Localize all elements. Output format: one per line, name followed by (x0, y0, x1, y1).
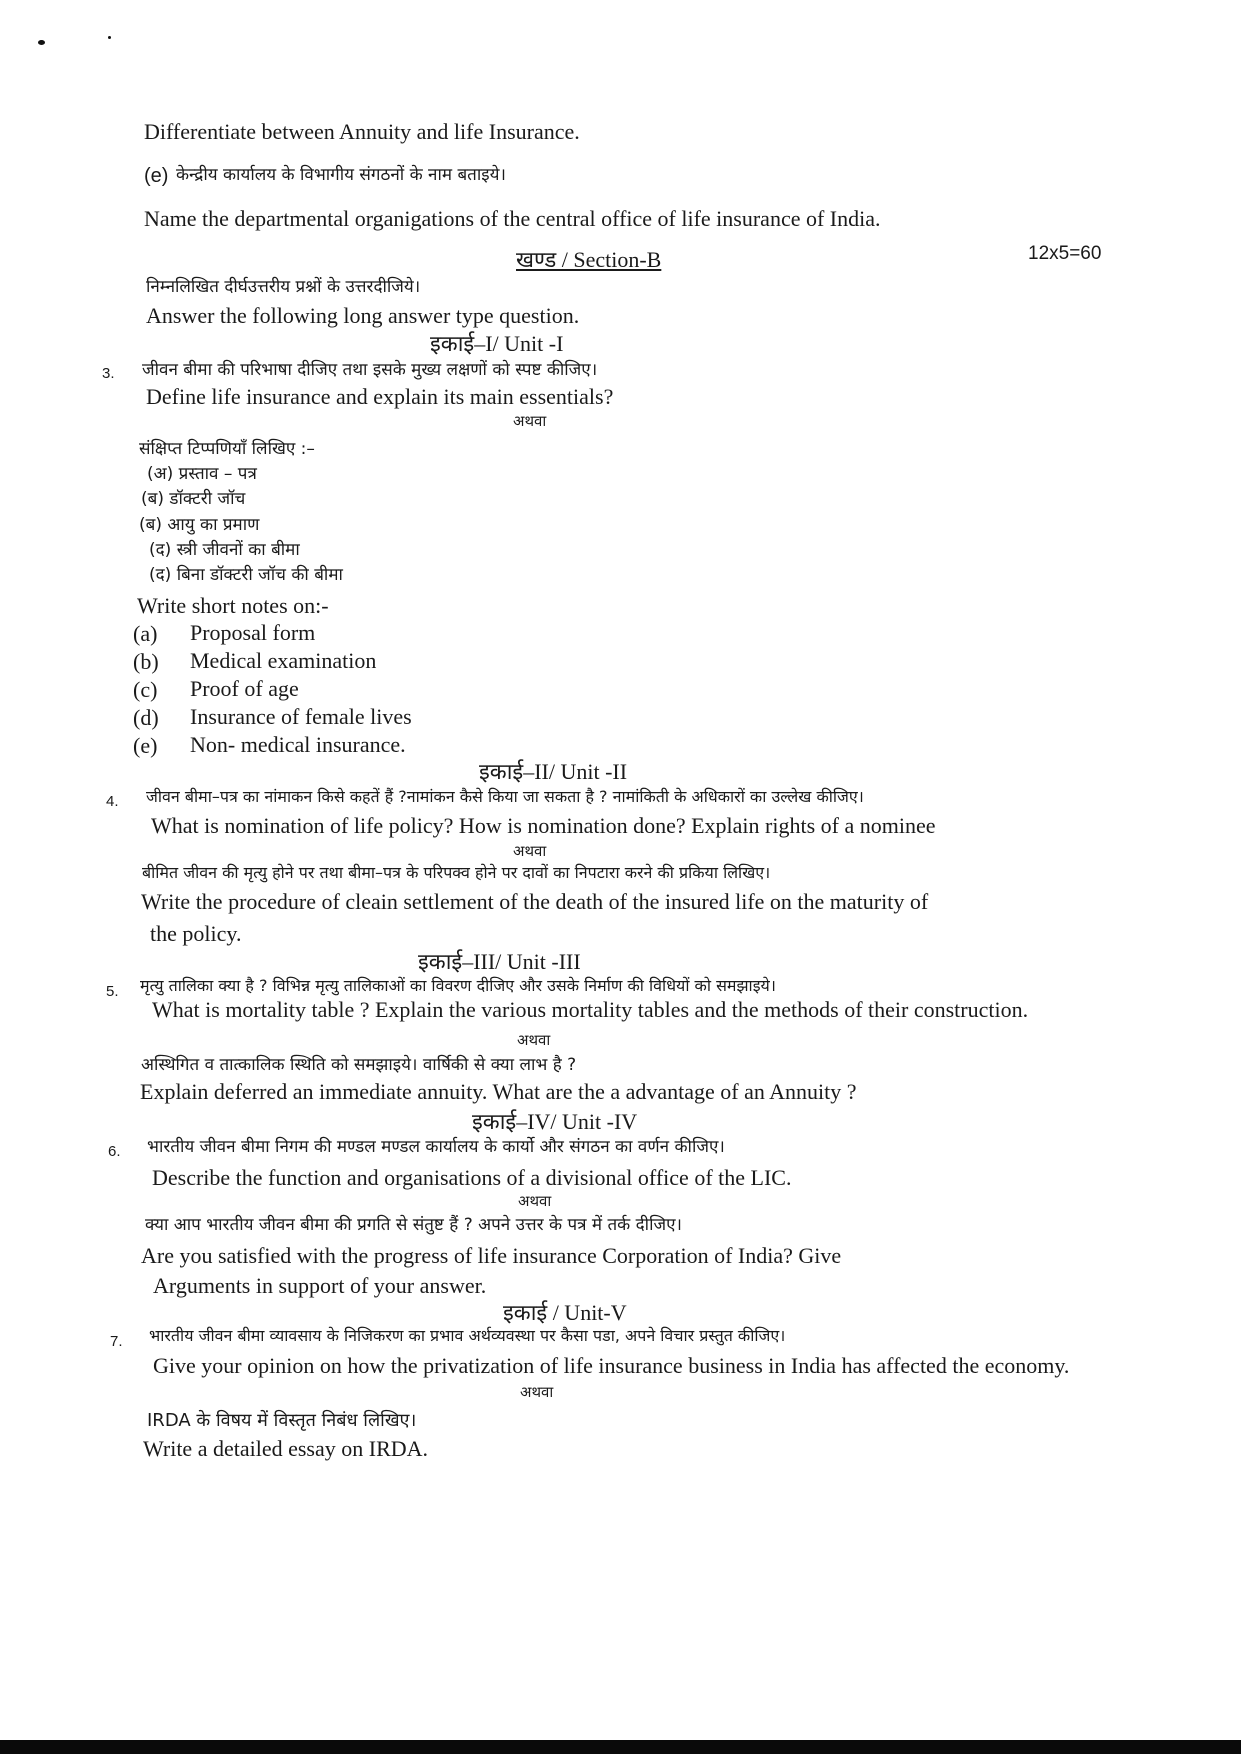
q6-alt-english-line1: Are you satisfied with the progress of life insurance Corporation of India? Give (141, 1243, 842, 1268)
q3-alt-english-item: Non- medical insurance. (190, 732, 406, 757)
q3-hindi: जीवन बीमा की परिभाषा दीजिए तथा इसके मुख्य लक्षणों को स्पष्ट कीजिए। (142, 360, 598, 380)
or-label: अथवा (517, 1031, 551, 1049)
q3-alt-english-label: (d) (133, 705, 159, 730)
q2e-hindi: केन्द्रीय कार्यालय के विभागीय संगठनों के नाम बताइये। (176, 165, 506, 185)
or-label: अथवा (520, 1383, 554, 1401)
section-b-instruction-hindi: निम्नलिखित दीर्घउत्तरीय प्रश्नों के उत्तरदीजिये। (146, 277, 421, 297)
or-label: अथवा (513, 842, 547, 860)
or-label: अथवा (513, 412, 547, 430)
q6-hindi: भारतीय जीवन बीमा निगम की मण्डल मण्डल कार्यालय के कार्यो और संगठन का वर्णन कीजिए। (147, 1137, 725, 1157)
q3-alt-hindi-item: (द) स्त्री जीवनों का बीमा (149, 540, 300, 560)
q3-alt-hindi-item: (द) बिना डॉक्टरी जॉच की बीमा (149, 565, 343, 585)
q3-alt-english-item: Insurance of female lives (190, 704, 412, 729)
q3-alt-english-item: Proposal form (190, 620, 316, 645)
q3-alt-english-item: Medical examination (190, 648, 377, 673)
q3-alt-hindi-item: (ब) डॉक्टरी जॉच (141, 489, 246, 509)
q6-number: 6. (108, 1143, 121, 1160)
q3-number: 3. (102, 365, 115, 382)
unit1-heading: इकाई–I/ Unit -I (430, 331, 564, 356)
q7-hindi: भारतीय जीवन बीमा व्यावसाय के निजिकरण का प्रभाव अर्थव्यवस्था पर कैसा पडा, अपने विचार प्रस्तुत कीजिए। (149, 1326, 786, 1345)
q2e-english: Name the departmental organigations of the central office of life insurance of India. (144, 206, 881, 231)
q3-alt-english-label: (a) (133, 621, 158, 646)
unit5-heading: इकाई / Unit-V (503, 1300, 627, 1325)
q7-alt-english: Write a detailed essay on IRDA. (143, 1436, 429, 1461)
q3-alt-english-title: Write short notes on:- (137, 593, 329, 618)
section-b-marks: 12x5=60 (1028, 243, 1102, 264)
q6-alt-english-line2: Arguments in support of your answer. (153, 1273, 487, 1298)
q7-number: 7. (110, 1333, 123, 1350)
scan-speck (108, 36, 111, 39)
q3-alt-hindi-title: संक्षिप्त टिप्पणियॉं लिखिए :– (139, 439, 315, 459)
q4-alt-hindi: बीमित जीवन की मृत्यु होने पर तथा बीमा–पत्र के परिपक्व होने पर दावों का निपटारा करने की प्रकिया लिखिए। (142, 863, 771, 882)
unit3-heading: इकाई–III/ Unit -III (418, 949, 581, 974)
q3-alt-english-label: (c) (133, 677, 158, 702)
q5-hindi: मृत्यु तालिका क्या है ? विभिन्न मृत्यु तालिकाओं का विवरण दीजिए और उसके निर्माण की विधियों को समझाइये। (140, 976, 776, 995)
q7-english: Give your opinion on how the privatization of life insurance business in India has affected the economy. (153, 1353, 1070, 1378)
q3-alt-hindi-item: (अ) प्रस्ताव – पत्र (147, 464, 257, 484)
q5-alt-hindi: अस्थिगित व तात्कालिक स्थिति को समझाइये। वार्षिकी से क्या लाभ है ? (141, 1055, 577, 1075)
q5-number: 5. (106, 983, 119, 1000)
unit2-heading: इकाई–II/ Unit -II (479, 759, 628, 784)
q3-alt-english-label: (b) (133, 649, 159, 674)
q7-alt-hindi: IRDA के विषय में विस्तृत निबंध लिखिए। (147, 1410, 417, 1431)
scan-speck (38, 40, 45, 45)
q2-annuity-question: Differentiate between Annuity and life Insurance. (144, 119, 580, 144)
q4-alt-english-line1: Write the procedure of cleain settlement of the death of the insured life on the maturity of (141, 889, 929, 914)
q4-alt-english-line2: the policy. (150, 921, 242, 946)
q2e-label: (e) (144, 165, 169, 187)
q5-alt-english: Explain deferred an immediate annuity. What are the a advantage of an Annuity ? (140, 1079, 857, 1104)
q3-alt-english-label: (e) (133, 733, 158, 758)
section-b-instruction-english: Answer the following long answer type question. (146, 303, 580, 328)
q6-alt-hindi: क्या आप भारतीय जीवन बीमा की प्रगति से संतुष्ट हैं ? अपने उत्तर के पत्र में तर्क दीजिए। (145, 1215, 682, 1235)
scan-border (0, 1740, 1241, 1754)
q4-english: What is nomination of life policy? How is nomination done? Explain rights of a nominee (151, 813, 936, 838)
q4-hindi: जीवन बीमा–पत्र का नांमाकन किसे कहतें हैं ?नामांकन कैसे किया जा सकता है ? नामांकिती के अधिकारों का उल्लेख कीजिए। (146, 787, 864, 806)
section-b-heading: खण्ड / Section-B (516, 247, 662, 272)
q3-alt-hindi-item: (ब) आयु का प्रमाण (139, 515, 260, 535)
q3-english: Define life insurance and explain its main essentials? (146, 384, 614, 409)
unit4-heading: इकाई–IV/ Unit -IV (472, 1109, 638, 1134)
q4-number: 4. (106, 793, 119, 810)
q5-english: What is mortality table ? Explain the various mortality tables and the methods of their construction. (152, 997, 1029, 1022)
q6-english: Describe the function and organisations of a divisional office of the LIC. (152, 1165, 792, 1190)
or-label: अथवा (518, 1192, 552, 1210)
q3-alt-english-item: Proof of age (190, 676, 299, 701)
